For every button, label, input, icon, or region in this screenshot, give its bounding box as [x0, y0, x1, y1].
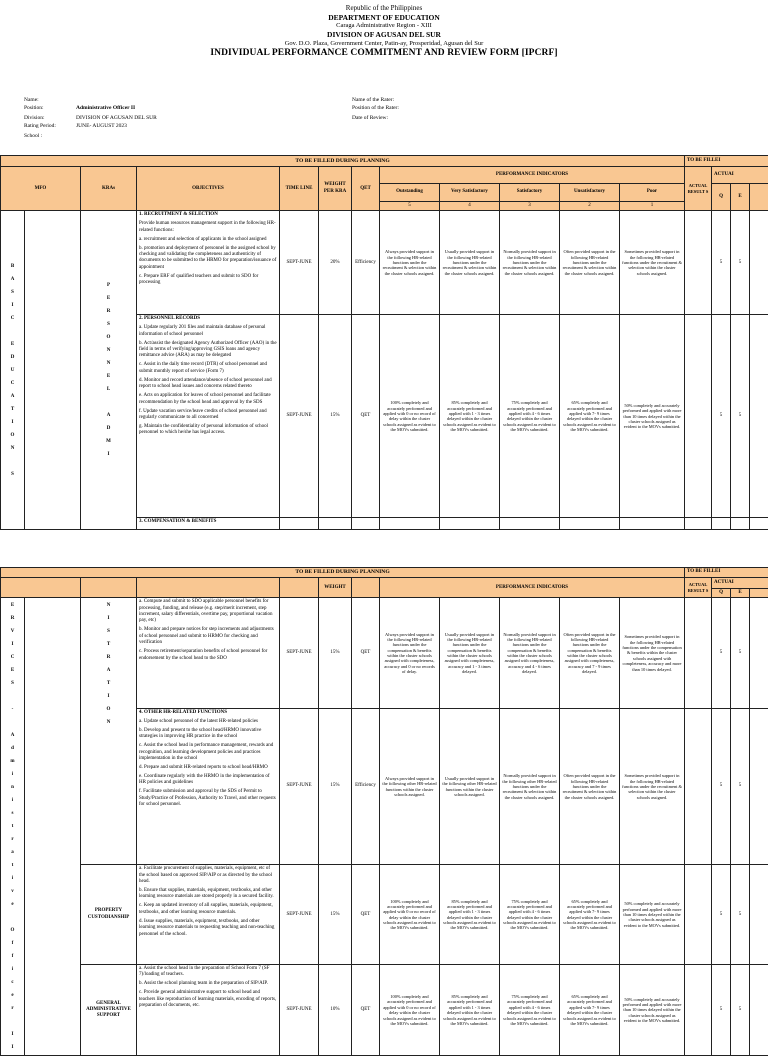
ipcrf-sheet-1: [0, 155, 768, 530]
rater-name-label: Name of the Rater:: [352, 96, 394, 104]
vertical-letter: I: [3, 416, 22, 429]
kra-heading: 3. COMPENSATION & BENEFITS: [139, 519, 277, 525]
department-line: DEPARTMENT OF EDUCATION: [0, 13, 768, 22]
vertical-letter: I: [83, 448, 134, 461]
objective-item: a. Update school personnel of the latest HR-related policies: [139, 719, 277, 725]
indicator-very-satisfactory: 85% completely and accurately performed and applied with 1 - 3 times delayed within the cluster schools assigned as evident to the MOVs submitted.: [440, 865, 500, 965]
sheet2-body: [1, 598, 768, 1056]
objectives-cell: [137, 965, 280, 1056]
rating-period-label: Rating Period:: [24, 122, 76, 130]
vertical-letter: C: [3, 312, 22, 325]
indicator-unsatisfactory: Often provided support in the following HR-related functions under the recruitment & selection within the cluster schools assigned.: [560, 211, 620, 315]
vertical-letter: E: [3, 338, 22, 351]
planning-banner: TO BE FILLED DURING PLANNING: [1, 156, 685, 167]
indicator-satisfactory: Normally provided support in the following HR-related functions under the compensation & benefits within the cluster schools assigned with completeness, accuracy and 4 - 6 times delayed.: [500, 598, 560, 709]
efficiency-rating: 5: [731, 315, 750, 518]
vertical-letter: D: [83, 422, 134, 435]
objective-item: Provide human resources management support in the following HR-related functions:: [139, 221, 277, 234]
t-header: [750, 589, 768, 598]
weight-cell: 15%: [319, 598, 352, 709]
vertical-letter: R: [83, 651, 134, 664]
vertical-letter: B: [3, 260, 22, 273]
vertical-letter: E: [83, 370, 134, 383]
review-date-label: Date of Review:: [352, 114, 388, 122]
vertical-letter: t: [3, 820, 22, 833]
objectives-header: OBJECTIVES: [137, 167, 280, 211]
actual-results-cell: [685, 598, 712, 709]
quality-rating: 5: [712, 315, 731, 518]
qet-cell: QET: [352, 315, 380, 518]
vertical-letter: f: [3, 937, 22, 950]
quality-rating: 5: [712, 211, 731, 315]
table-row: [1, 598, 768, 709]
objective-item: a. Update regularly 201 files and maintain database of personal information of school personnel: [139, 325, 277, 338]
empty-cell: [560, 518, 620, 530]
vertical-letter: O: [3, 924, 22, 937]
quality-rating: 5: [712, 708, 731, 864]
vertical-letter: i: [3, 963, 22, 976]
indicator-outstanding: Always provided support in the following HR-related functions under the compensation & benefits within the cluster schools assigned with completeness, accuracy and 0 or no records of delay.: [380, 598, 440, 709]
actual-header: ACTUAI: [712, 167, 768, 184]
indicator-very-satisfactory: Usually provided support in the following other HR-related functions within the cluster schools assigned.: [440, 708, 500, 864]
indicator-outstanding: 100% completely and accurately performed and applied with 0 or no record of delay within the cluster schools assigned as evident to the MOVs submitted.: [380, 965, 440, 1056]
timeline-cell: SEPT-JUNE: [280, 708, 319, 864]
actual-results-header: ACTUAL RESULT S: [685, 578, 712, 598]
e-header: E: [731, 589, 750, 598]
objective-item: c. Keep an updated inventory of all supplies, materials, equipment, textbooks, and other learning resource materials.: [139, 903, 277, 916]
empty-cell: [319, 518, 352, 530]
timeliness-rating: [750, 211, 768, 315]
indicator-satisfactory: 75% completely and accurately performed and applied with 4 - 6 times delayed within the cluster schools assigned as evident to the MOVs submitted.: [500, 865, 560, 965]
empty-cell: [500, 518, 560, 530]
sheet1-body: [1, 211, 768, 530]
empty-cell: [731, 518, 750, 530]
vertical-letter: T: [83, 638, 134, 651]
form-title: INDIVIDUAL PERFORMANCE COMMITMENT AND REVIEW FORM [IPCRF]: [0, 48, 768, 60]
objective-item: c. Assist the school head in performance management, rewards and recognition, and learning development policies and practices implementation in the school: [139, 743, 277, 762]
actual-results-cell: [685, 315, 712, 518]
mfo-header: [1, 578, 81, 598]
vertical-letter: i: [3, 794, 22, 807]
objective-item: f. Update vacation service/leave credits of school personnel and regularly communicate to all concerned: [139, 409, 277, 422]
performance-indicators-header: PERFORMANCE INDICATORS: [380, 578, 685, 598]
indicator-poor: Sometimes provided support in the following HR-related functions under the recruitment & selection within the cluster schools assigned.: [620, 211, 685, 315]
objective-item: b. Act/assist the designated Agency Authorized Officer (AAO) in the field in terms of verifying/approving GSIS loans and agency remittance advice (ARA) as may be delegated: [139, 341, 277, 360]
table-row: [1, 865, 768, 965]
timeliness-rating: [750, 315, 768, 518]
vertical-letter: m: [3, 755, 22, 768]
vertical-letter: [3, 325, 22, 338]
qet-cell: QET: [352, 598, 380, 709]
performance-indicators-header: PERFORMANCE INDICATORS: [380, 167, 685, 184]
kra-label: PROPERTY CUSTODIANSHIP: [81, 865, 137, 965]
vertical-letter: S: [83, 625, 134, 638]
level-poor: Poor: [620, 184, 685, 202]
level-num: 4: [440, 202, 500, 211]
weight-cell: 15%: [319, 315, 352, 518]
kra-heading: 2. PERSONNEL RECORDS: [139, 316, 277, 322]
mfo-vertical-label: [1, 598, 25, 1056]
vertical-letter: A: [3, 273, 22, 286]
rating-banner: TO BE FILLEI: [685, 568, 768, 578]
vertical-letter: -: [3, 703, 22, 716]
address-line: Gov. D.O. Plaza, Government Center, Patin-ay, Prosperidad, Agusan del Sur: [0, 40, 768, 48]
efficiency-rating: 5: [731, 211, 750, 315]
vertical-letter: I: [83, 690, 134, 703]
rater-position-label: Position of the Rater:: [352, 104, 399, 114]
indicator-outstanding: 100% completely and accurately performed and applied with 0 or no record of delay within the cluster schools assigned as evident to the MOVs submitted.: [380, 865, 440, 965]
timeliness-rating: [750, 598, 768, 709]
mfo-sub-cell: [25, 598, 81, 1056]
objective-item: e. Coordinate regularly with the HRMO in the implementation of HR policies and guidelines: [139, 774, 277, 787]
objective-item: c. Process retirement/separation benefits of school personnel for endorsement by the school head to the SDO: [139, 649, 277, 662]
vertical-letter: O: [83, 331, 134, 344]
actual-results-cell: [685, 211, 712, 315]
objective-item: d. Issue supplies, materials, equipment, textbooks, and other learning resource materials to requesting teaching and non-teaching personnel of the school.: [139, 919, 277, 938]
timeline-cell: SEPT-JUNE: [280, 211, 319, 315]
timeliness-rating: [750, 708, 768, 864]
vertical-letter: I: [3, 1028, 22, 1041]
kra-vertical-label: [81, 211, 137, 530]
quality-rating: 5: [712, 965, 731, 1056]
level-num: 3: [500, 202, 560, 211]
planning-banner: TO BE FILLED DURING PLANNING: [1, 568, 685, 578]
vertical-letter: O: [3, 429, 22, 442]
objective-item: b. Assist the school planning team in the preparation of SIP/AIP.: [139, 981, 277, 987]
ipcrf-table-1: [0, 155, 768, 530]
qet-cell: QET: [352, 865, 380, 965]
qet-cell: Efficiency: [352, 708, 380, 864]
e-header: E: [731, 184, 750, 211]
timeline-cell: SEPT-JUNE: [280, 965, 319, 1056]
vertical-letter: e: [3, 898, 22, 911]
vertical-letter: c: [3, 976, 22, 989]
actual-results-header: ACTUAL RESULT S: [685, 167, 712, 211]
document-header: [0, 4, 768, 60]
table-row: [1, 211, 768, 315]
vertical-letter: R: [83, 305, 134, 318]
objective-item: e. Acts on application for leaves of school personnel and facilitate recommendation by the school head and approval by the SDS: [139, 393, 277, 406]
indicator-unsatisfactory: 65% completely and accurately performed and applied with 7- 9 times delayed within the cluster schools assigned as evident to the MOVs submitted.: [560, 315, 620, 518]
indicator-outstanding: Always provided support in the following other HR-related functions within the cluster schools assigned.: [380, 708, 440, 864]
vertical-letter: S: [3, 468, 22, 481]
objective-item: c. Prepare ERF of qualified teachers and submit to SDO for processing: [139, 274, 277, 287]
vertical-letter: N: [83, 716, 134, 729]
vertical-letter: O: [83, 703, 134, 716]
weight-cell: 15%: [319, 865, 352, 965]
indicator-satisfactory: Normally provided support in the following other HR-related functions under the recruitment & selection within the cluster schools assigned.: [500, 708, 560, 864]
vertical-letter: U: [3, 364, 22, 377]
kra-vertical-label: [81, 598, 137, 865]
level-outstanding: Outstanding: [380, 184, 440, 202]
timeline-header: TIME LINE: [280, 167, 319, 211]
objectives-cell: [137, 708, 280, 864]
timeliness-rating: [750, 865, 768, 965]
vertical-letter: M: [83, 435, 134, 448]
indicator-outstanding: 100% completely and accurately performed and applied with 0 or no record of delay within the cluster schools assigned as evident to the MOVs submitted.: [380, 315, 440, 518]
weight-header: WEIGHT PER KRA: [319, 167, 352, 211]
vertical-letter: S: [3, 286, 22, 299]
empty-cell: [280, 518, 319, 530]
quality-rating: 5: [712, 865, 731, 965]
empty-cell: [712, 518, 731, 530]
level-satisfactory: Satisfactory: [500, 184, 560, 202]
vertical-letter: A: [83, 409, 134, 422]
vertical-letter: t: [3, 859, 22, 872]
division-value: DIVISION OF AGUSAN DEL SUR: [76, 114, 157, 122]
indicator-satisfactory: 75% completely and accurately performed and applied with 4 - 6 times delayed within the cluster schools assigned as evident to the MOVs submitted.: [500, 965, 560, 1056]
vertical-letter: T: [83, 677, 134, 690]
indicator-unsatisfactory: Often provided support in the following HR-related functions under the recruitment & selection within the cluster schools assigned.: [560, 708, 620, 864]
t-header: [750, 184, 768, 211]
vertical-letter: A: [3, 729, 22, 742]
kra-label: GENERAL ADMINISTRATIVE SUPPORT: [81, 965, 137, 1056]
vertical-letter: L: [83, 383, 134, 396]
vertical-letter: R: [3, 612, 22, 625]
republic-line: Republic of the Philippines: [0, 4, 768, 13]
kra-heading: 4. OTHER HR-RELATED FUNCTIONS: [139, 710, 277, 716]
vertical-letter: N: [83, 599, 134, 612]
page-gap: [0, 559, 768, 567]
vertical-letter: C: [3, 377, 22, 390]
qet-cell: Efficiency: [352, 211, 380, 315]
position-label: Position:: [24, 104, 76, 114]
objective-item: b. Develop and present to the school head/HRMO innovative strategies in improving HR practice in the school: [139, 728, 277, 741]
vertical-letter: [3, 716, 22, 729]
objective-item: d. Monitor and record attendance/absence of school personnel and report to school head issues and concerns related thereto: [139, 378, 277, 391]
vertical-letter: r: [3, 833, 22, 846]
vertical-letter: a: [3, 846, 22, 859]
objective-item: g. Maintain the confidentiality of personal information of school personnel to which he/she has legal access.: [139, 424, 277, 437]
indicator-satisfactory: Normally provided support in the following HR-related functions under the recruitment & selection within the cluster schools assigned.: [500, 211, 560, 315]
position-value: Administrative Officer II: [76, 104, 135, 114]
actual-results-cell: [685, 965, 712, 1056]
objectives-header: [137, 578, 280, 598]
indicator-poor: 50% completely and accurately performed and applied with more than 10 times delayed within the cluster schools assigned as evident to the MOVs submitted.: [620, 965, 685, 1056]
indicator-outstanding: Always provided support in the following HR-related functions under the recruitment & selection within the cluster schools assigned.: [380, 211, 440, 315]
efficiency-rating: 5: [731, 598, 750, 709]
objectives-cell: [137, 211, 280, 315]
vertical-letter: I: [3, 1041, 22, 1054]
vertical-letter: I: [83, 612, 134, 625]
indicator-very-satisfactory: 85% completely and accurately performed and applied with 1 - 3 times delayed within the cluster schools assigned as evident to the MOVs submitted.: [440, 965, 500, 1056]
indicator-poor: Sometimes provided support in the following HR-related functions under the compensation & benefits within the cluster schools assigned with completeness, accuracy and more than 10 times delayed.: [620, 598, 685, 709]
indicator-unsatisfactory: 65% completely and accurately performed and applied with 7- 9 times delayed within the cluster schools assigned as evident to the MOVs submitted.: [560, 965, 620, 1056]
indicator-poor: 50% completely and accurately performed and applied with more than 10 times delayed within the cluster schools assigned as evident to the MOVs submitted.: [620, 315, 685, 518]
indicator-poor: Sometimes provided support in the following HR-related functions under the recruitment & selection within the cluster schools assigned.: [620, 708, 685, 864]
objectives-cell: [137, 598, 280, 709]
vertical-letter: [3, 455, 22, 468]
weight-cell: 10%: [319, 965, 352, 1056]
ratee-info: [24, 96, 157, 140]
objectives-cell: [137, 518, 280, 530]
objective-item: b. Ensure that supplies, materials, equipment, textbooks, and other learning resource materials are stored properly in a secured facility.: [139, 888, 277, 901]
level-num: 1: [620, 202, 685, 211]
vertical-letter: I: [3, 638, 22, 651]
objective-item: b. promotion and deployment of personnel in the assigned school by checking and validating the completeness and authenticity of documents to be submitted to the HRMO for preparation/issuance of appointment: [139, 246, 277, 272]
vertical-letter: [3, 911, 22, 924]
kras-header: [81, 578, 137, 598]
vertical-letter: r: [3, 1002, 22, 1015]
vertical-letter: [83, 396, 134, 409]
actual-results-cell: [685, 865, 712, 965]
weight-cell: 15%: [319, 708, 352, 864]
vertical-letter: A: [83, 664, 134, 677]
weight-cell: 20%: [319, 211, 352, 315]
qet-header: [352, 578, 380, 598]
objectives-cell: [137, 315, 280, 518]
vertical-letter: [3, 690, 22, 703]
mfo-vertical-label: [1, 211, 25, 530]
vertical-letter: E: [83, 292, 134, 305]
objective-item: a. Facilitate procurement of supplies, materials, equipment, etc of the school based on approved SIP/AIP or as directed by the school head.: [139, 866, 277, 885]
mfo-header: MFO: [1, 167, 81, 211]
objective-item: f. Facilitate submission and approval by the SDS of Permit to Study/Practice of Profession, Authority to Travel, and other requests for school personnel.: [139, 789, 277, 808]
timeline-cell: SEPT-JUNE: [280, 315, 319, 518]
school-label: School :: [24, 132, 76, 140]
indicator-very-satisfactory: 85% completely and accurately performed and applied with 1 - 3 times delayed within the cluster schools assigned as evident to the MOVs submitted.: [440, 315, 500, 518]
timeline-cell: SEPT-JUNE: [280, 865, 319, 965]
table-row: [1, 965, 768, 1056]
objective-item: c. Provide general administrative support to school head and teachers like reproduction of learning materials, encoding of reports, preparation of documents, etc.: [139, 990, 277, 1009]
vertical-letter: i: [3, 768, 22, 781]
objective-item: a. Compute and submit to SDO applicable personnel benefits for processing, funding, and release (e.g. step/merit increment, step increment, salary differentials, overtime pay, proportional vacation pay, etc): [139, 599, 277, 625]
division-label: Division:: [24, 114, 76, 122]
kras-header: KRAs: [81, 167, 137, 211]
vertical-letter: D: [3, 351, 22, 364]
mfo-sub-cell: [25, 211, 81, 530]
q-header: Q: [712, 184, 731, 211]
empty-cell: [620, 518, 685, 530]
vertical-letter: v: [3, 885, 22, 898]
objective-item: a. recruitment and selection of applicants in the school assigned: [139, 237, 277, 243]
vertical-letter: E: [3, 664, 22, 677]
vertical-letter: d: [3, 742, 22, 755]
vertical-letter: N: [83, 357, 134, 370]
qet-cell: QET: [352, 965, 380, 1056]
indicator-satisfactory: 75% completely and accurately performed and applied with 4 - 6 times delayed within the cluster schools assigned as evident to the MOVs submitted.: [500, 315, 560, 518]
empty-cell: [685, 518, 712, 530]
rating-period-value: JUNE- AUGUST 2023: [76, 122, 127, 130]
timeline-cell: SEPT-JUNE: [280, 598, 319, 709]
level-num: 2: [560, 202, 620, 211]
vertical-letter: S: [83, 318, 134, 331]
level-very-satisfactory: Very Satisfactory: [440, 184, 500, 202]
vertical-letter: I: [3, 299, 22, 312]
efficiency-rating: 5: [731, 865, 750, 965]
vertical-letter: N: [3, 442, 22, 455]
vertical-letter: s: [3, 807, 22, 820]
empty-cell: [750, 518, 768, 530]
level-num: 5: [380, 202, 440, 211]
vertical-letter: n: [3, 781, 22, 794]
vertical-letter: [3, 1015, 22, 1028]
division-line: DIVISION OF AGUSAN DEL SUR: [0, 30, 768, 39]
region-line: Caraga Administrative Region - XIII: [0, 22, 768, 30]
vertical-letter: C: [3, 651, 22, 664]
q-header: Q: [712, 589, 731, 598]
vertical-letter: N: [83, 344, 134, 357]
rater-info: [352, 96, 399, 122]
empty-cell: [380, 518, 440, 530]
efficiency-rating: 5: [731, 965, 750, 1056]
indicator-poor: 50% completely and accurately performed and applied with more than 10 times delayed within the cluster schools assigned as evident to the MOVs submitted.: [620, 865, 685, 965]
objective-item: d. Prepare and submit HR-related reports to school head/HRMO: [139, 765, 277, 771]
timeliness-rating: [750, 965, 768, 1056]
ipcrf-sheet-2: [0, 567, 768, 1056]
name-label: Name:: [24, 96, 76, 104]
vertical-letter: f: [3, 950, 22, 963]
level-unsatisfactory: Unsatisfactory: [560, 184, 620, 202]
vertical-letter: S: [3, 677, 22, 690]
empty-cell: [352, 518, 380, 530]
vertical-letter: V: [3, 625, 22, 638]
actual-results-cell: [685, 708, 712, 864]
vertical-letter: E: [3, 599, 22, 612]
indicator-very-satisfactory: Usually provided support in the following HR-related functions under the recruitment & selection within the cluster schools assigned.: [440, 211, 500, 315]
qet-header: QET: [352, 167, 380, 211]
vertical-letter: i: [3, 872, 22, 885]
objective-item: c. Assist in the daily time record (DTR) of school personnel and submit monthly report of service (Form 7): [139, 362, 277, 375]
vertical-letter: e: [3, 989, 22, 1002]
vertical-letter: A: [3, 390, 22, 403]
vertical-letter: P: [83, 279, 134, 292]
rating-banner: TO BE FILLEI: [685, 156, 768, 167]
kra-heading: 1. RECRUITMENT & SELECTION: [139, 212, 277, 218]
objective-item: b. Monitor and prepare notices for step increments and adjustments of school personnel and submit to HRMO for checking and verification: [139, 627, 277, 646]
ipcrf-table-2: [0, 567, 768, 1056]
indicator-very-satisfactory: Usually provided support in the following HR-related functions under the compensation & benefits within the cluster schools assigned with completeness, accuracy and 1 - 3 times delayed.: [440, 598, 500, 709]
empty-cell: [440, 518, 500, 530]
quality-rating: 5: [712, 598, 731, 709]
vertical-letter: T: [3, 403, 22, 416]
indicator-unsatisfactory: 65% completely and accurately performed and applied with 7- 9 times delayed within the cluster schools assigned as evident to the MOVs submitted.: [560, 865, 620, 965]
weight-header: WEIGHT: [319, 578, 352, 598]
objectives-cell: [137, 865, 280, 965]
indicator-unsatisfactory: Often provided support in the following HR-related functions under the compensation & benefits within the cluster schools assigned with completeness, accuracy and 7 - 9 times delayed.: [560, 598, 620, 709]
timeline-header: [280, 578, 319, 598]
actual-header: ACTUAI: [712, 578, 768, 589]
efficiency-rating: 5: [731, 708, 750, 864]
objective-item: a. Assist the school head in the preparation of School Form 7 (SF 7)/loading of teachers.: [139, 966, 277, 979]
